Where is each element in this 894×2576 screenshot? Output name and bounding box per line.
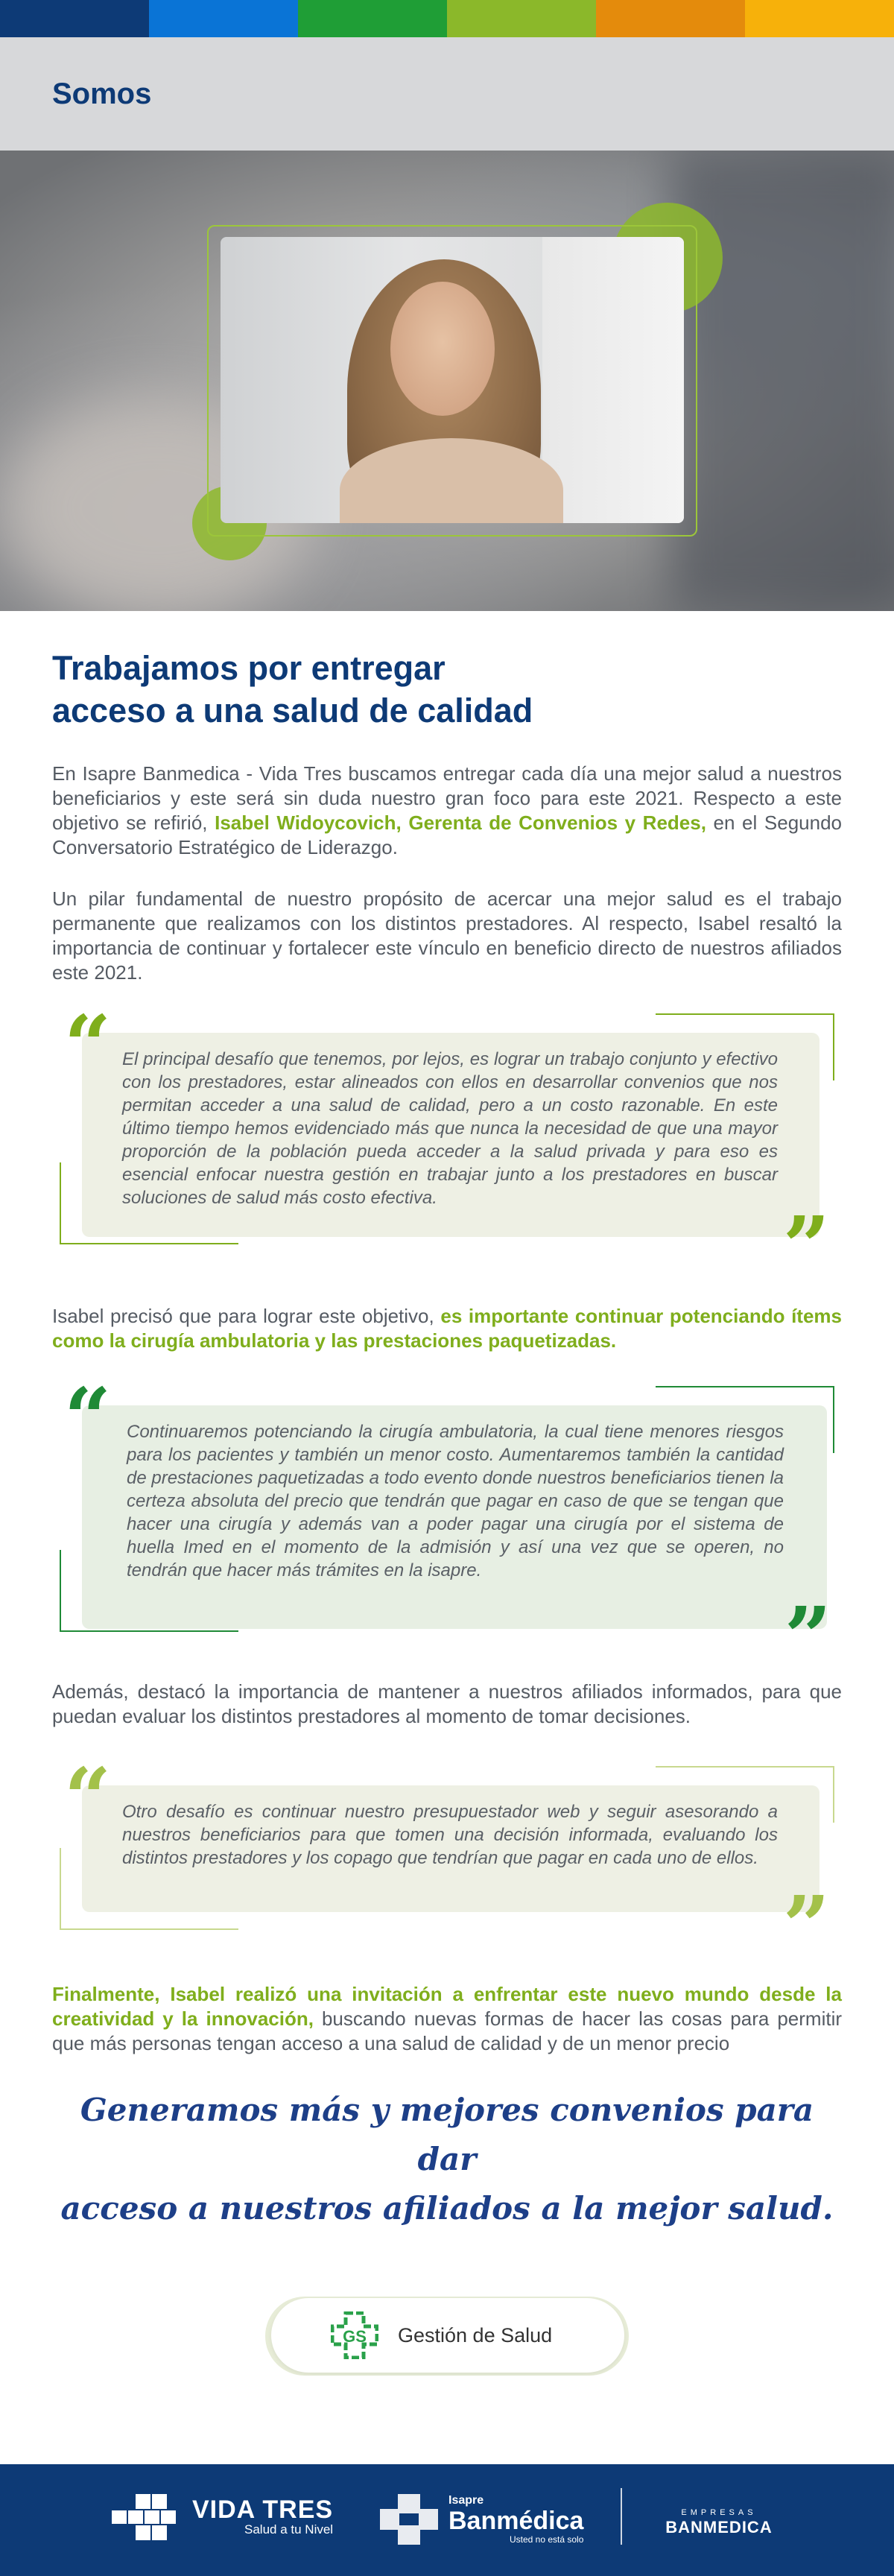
paragraph-intro	[52, 762, 842, 860]
gestion-salud-label: Gestión de Salud	[398, 2323, 553, 2346]
highlight-text: Isabel Widoycovich, Gerenta de Convenios y Redes,	[215, 811, 706, 834]
open-quote-icon: “	[64, 997, 112, 1093]
section-title: Somos	[52, 77, 152, 110]
vidatres-logo[interactable]	[112, 2494, 333, 2540]
photo-background	[542, 237, 684, 523]
paragraph-pillar: Un pilar fundamental de nuestro propósito de acercar una mejor salud es el trabajo permanente que realizamos con los distintos prestadores. Al respecto, Isabel resaltó la importancia de continuar y fortalecer este vínculo en beneficio directo de nuestros afiliados este 2021.	[52, 887, 842, 984]
footer-divider	[621, 2488, 622, 2545]
banmedica-cross-icon	[377, 2491, 441, 2548]
hero-image	[0, 151, 894, 611]
empresas-banmedica-name: BANMEDICA	[665, 2518, 773, 2537]
vidatres-name: VIDA TRES	[192, 2496, 334, 2524]
banmedica-prefix: Isapre	[448, 2494, 484, 2507]
video-call-photo	[221, 237, 684, 523]
close-quote-icon: ”	[782, 1878, 830, 1974]
paragraph-closing	[52, 1982, 842, 2056]
quote-box	[82, 1785, 820, 1912]
gestion-salud-badge[interactable]	[271, 2298, 624, 2373]
footer	[0, 2464, 894, 2576]
quote-text: Continuaremos potenciando la cirugía ambulatoria, la cual tiene menores riesgos para los pacientes y también un menor costo. Aumentaremos también la cantidad de prestaciones paquetizadas a todo evento donde nuestros beneficiarios tienen la certeza absoluta del precio que tendrán que pagar en caso de que se tengan que hacer una cirugía y además van a poder pagar una cirugía por el sistema de huella Imed en el momento de la admisión y así una vez que se operen, no tendrán que hacer más trámites en la isapre.	[127, 1422, 784, 1580]
quote-box	[82, 1405, 827, 1629]
quote-block	[60, 1370, 842, 1685]
paragraph-informed: Además, destacó la importancia de mantener a nuestros afiliados informados, para que puedan evaluar los distintos prestadores al momento de tomar decisiones.	[52, 1680, 842, 1727]
gs-logo-icon	[331, 2311, 378, 2359]
quote-text: Otro desafío es continuar nuestro presupuestador web y seguir asesorando a nuestros beneficiarios para que tomen una decisión informada, evaluando los distintos prestadores y los copago que tendrían que pagar en cada uno de ellos.	[122, 1802, 778, 1868]
open-quote-icon: “	[64, 1370, 112, 1466]
quote-text: El principal desafío que tenemos, por lejos, es lograr un trabajo conjunto y efectivo con los prestadores, estar alineados con ellos en desarrollar convenios que nos permitan acceder a una salud de calidad, pero a un costo razonable. En este último tiempo hemos evidenciado más que nunca la necesidad de que una mayor proporción de la población pueda acceder a la salud privada y para eso es esencial enfocar nuestra gestión en trabajar junto a los prestadores en buscar soluciones de salud más costo efectiva.	[122, 1049, 778, 1208]
color-segment-orange	[596, 0, 745, 37]
article-title	[52, 647, 842, 732]
quote-box	[82, 1033, 820, 1237]
vidatres-cross-icon	[112, 2494, 183, 2540]
article-title-line: acceso a una salud de calidad	[52, 692, 533, 730]
paragraph-text: buscando nuevas formas de hacer las cosas para permitir que más personas tengan acceso a una salud de calidad y de un menor precio	[52, 2007, 842, 2054]
slogan-line: Generamos más y mejores convenios para dar	[80, 2092, 814, 2177]
quote-block	[60, 997, 842, 1294]
empresas-label: EMPRESAS	[681, 2508, 757, 2517]
closing-slogan	[52, 2086, 842, 2233]
photo-person-face	[390, 282, 495, 416]
slogan-line: acceso a nuestros afiliados a la mejor salud.	[60, 2190, 834, 2227]
close-quote-icon: ”	[782, 1198, 830, 1294]
article-title-line: Trabajamos por entregar	[52, 649, 446, 687]
brand-color-bar	[0, 0, 894, 37]
close-quote-icon: ”	[784, 1589, 831, 1685]
highlight-text: Finalmente, Isabel realizó una invitación a enfrentar este nuevo mundo desde la creatividad y la innovación,	[52, 1983, 842, 2030]
paragraph-text: Isabel precisó que para lograr este objetivo,	[52, 1305, 441, 1327]
highlight-text: es importante continuar potenciando ítems como la cirugía ambulatoria y las prestaciones paquetizadas.	[52, 1305, 842, 1352]
paragraph-text: en el Segundo Conversatorio Estratégico de Liderazgo.	[52, 811, 842, 858]
banmedica-name: Banmédica	[448, 2507, 584, 2535]
color-segment-navy	[0, 0, 149, 37]
quote-block	[60, 1750, 842, 1974]
color-segment-green	[298, 0, 447, 37]
color-segment-blue	[149, 0, 298, 37]
vidatres-tagline: Salud a tu Nivel	[244, 2522, 334, 2537]
color-segment-yellow	[745, 0, 894, 37]
open-quote-icon: “	[64, 1750, 112, 1846]
svg-text:GS: GS	[343, 2327, 367, 2346]
banmedica-logo[interactable]	[377, 2491, 583, 2548]
banmedica-tagline: Usted no está solo	[510, 2534, 584, 2545]
article	[0, 647, 894, 2233]
section-header	[0, 37, 894, 151]
color-segment-lime	[447, 0, 596, 37]
paragraph-objective	[52, 1304, 842, 1353]
paragraph-text: En Isapre Banmedica - Vida Tres buscamos entregar cada día una mejor salud a nuestros beneficiarios y este será sin duda nuestro gran foco para este 2021. Respecto a este objetivo se refirió,	[52, 762, 842, 834]
empresas-banmedica-logo[interactable]	[656, 2507, 782, 2537]
